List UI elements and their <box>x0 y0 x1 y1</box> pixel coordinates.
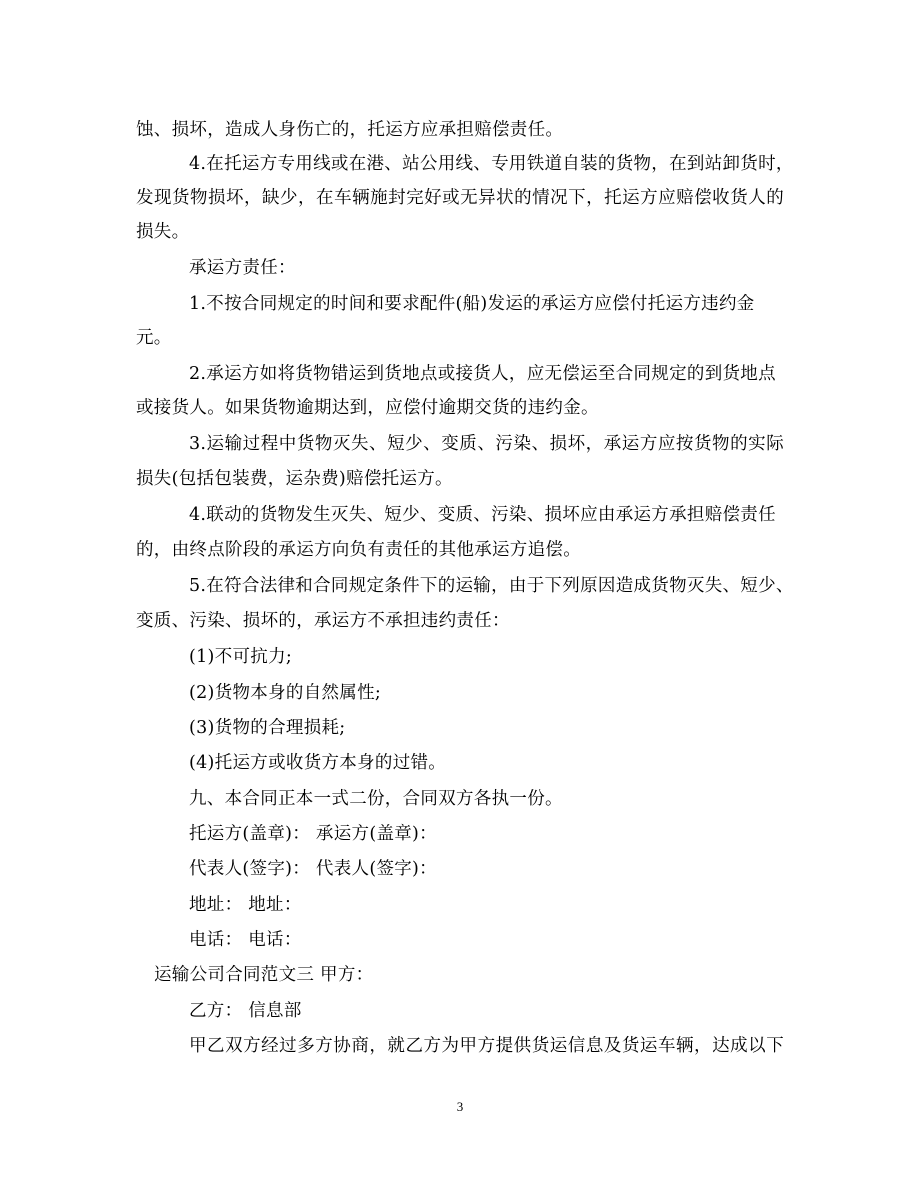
text-line: 发现货物损坏，缺少，在车辆施封完好或无异状的情况下，托运方应赔偿收货人的 <box>136 188 784 208</box>
section-heading: 运输公司合同范文三 甲方： <box>154 965 374 985</box>
phone-line: 电话： 电话： <box>189 930 302 950</box>
text-line: 3.运输过程中货物灭失、短少、变质、污染、损坏，承运方应按货物的实际 <box>189 434 784 454</box>
list-item: (3)货物的合理损耗; <box>189 718 346 738</box>
text-line: 2.承运方如将货物错运到货地点或接货人，应无偿运至合同规定的到货地点 <box>189 364 776 384</box>
text-line: 4.联动的货物发生灭失、短少、变质、污染、损坏应由承运方承担赔偿责任 <box>189 505 776 525</box>
text-line: 4.在托运方专用线或在港、站公用线、专用铁道自装的货物，在到站卸货时， <box>189 154 794 174</box>
signature-line: 代表人(签字)： 代表人(签字)： <box>189 859 437 879</box>
text-line: 损失(包括包装费，运杂费)赔偿托运方。 <box>136 469 453 489</box>
text-line: 变质、污染、损坏的，承运方不承担违约责任： <box>136 611 510 631</box>
text-line: 或接货人。如果货物逾期达到，应偿付逾期交货的违约金。 <box>136 398 599 418</box>
text-line: 蚀、损坏，造成人身伤亡的，托运方应承担赔偿责任。 <box>136 120 564 140</box>
signature-line: 托运方(盖章)： 承运方(盖章)： <box>189 824 437 844</box>
text-line: 的，由终点阶段的承运方向负有责任的其他承运方追偿。 <box>136 540 581 560</box>
page-number: 3 <box>456 1099 464 1114</box>
text-line: 承运方责任： <box>189 258 296 278</box>
text-line: 甲乙双方经过多方协商，就乙方为甲方提供货运信息及货运车辆，达成以下 <box>189 1036 784 1056</box>
list-item: (2)货物本身的自然属性; <box>189 683 382 703</box>
address-line: 地址： 地址： <box>189 895 302 915</box>
text-line: 元。 <box>136 328 172 348</box>
text-line: 5.在符合法律和合同规定条件下的运输，由于下列原因造成货物灭失、短少、 <box>189 576 794 596</box>
text-line: 乙方： 信息部 <box>189 1001 302 1021</box>
list-item: (1)不可抗力; <box>189 647 293 667</box>
list-item: (4)托运方或收货方本身的过错。 <box>189 753 447 773</box>
text-line: 1.不按合同规定的时间和要求配件(船)发运的承运方应偿付托运方违约金 <box>189 294 755 314</box>
text-line: 损失。 <box>136 222 190 242</box>
text-line: 九、本合同正本一式二份，合同双方各执一份。 <box>189 789 563 809</box>
